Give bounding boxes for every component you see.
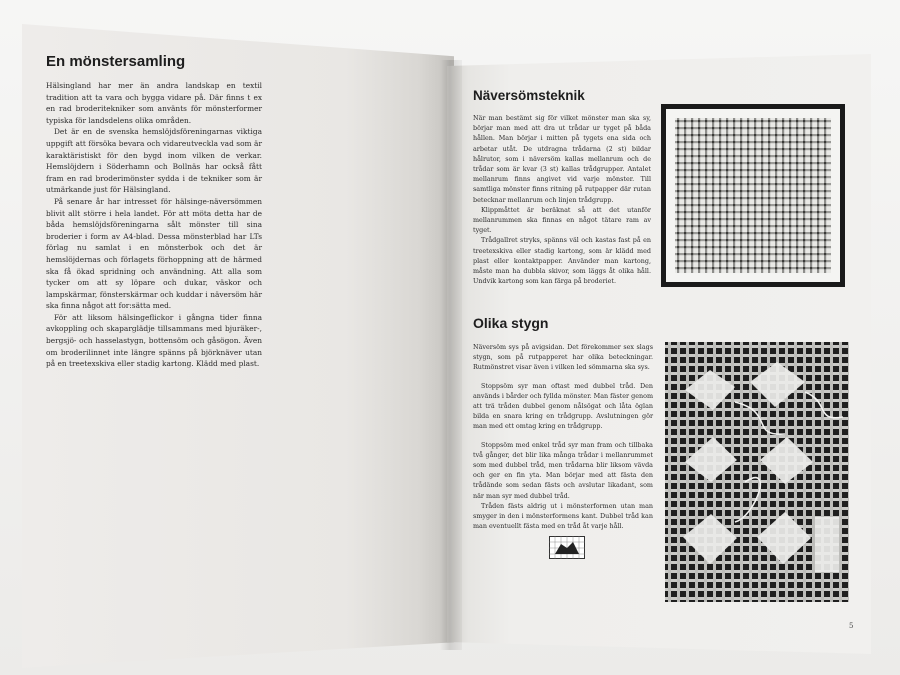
section-body-technique bbox=[473, 113, 651, 286]
paragraph: Det är en de svenska hemslöjdsföreningarnas viktiga uppgift att försöka bevara och vidareutveckla vad som är karaktäristiskt för den bygd inom vilken de verkar. Hemslöjdern i Söderhamn och Bollnäs har också fått fram en rad broderimönster sydda i de tekniker som är utmärkande just för Hälsingland. bbox=[46, 127, 262, 195]
left-page-body bbox=[46, 80, 262, 370]
paragraph: Stoppsöm syr man oftast med dubbel tråd. Den används i bårder och fyllda mönster. Man fäster genom att trä tråden dubbel genom nålsögat och låta öglan bilda en snara kring en trådgrupp. Avslutningen gör man med ett omtag kring en trådgrupp. bbox=[473, 381, 653, 431]
paragraph: När man bestämt sig för vilket mönster man ska sy, börjar man med att dra ut trådar ur tyget på båda hållen. Man börjar i mitten på tygets ena sida och arbetar utåt. De utdragna trådarna (2 st) bildar hålrutor, som i näversöm kallas mellanrum och de trådar som är kvar (3 st) kallas trådgrupper. Antalet mellanrum finns angivet vid varje mönster. Till samtliga mönster finns ritning på rutpapper där rutan betecknar mellanrum och linjen trådgrupp. bbox=[473, 114, 651, 204]
embroidery-stitches-photo bbox=[665, 342, 849, 602]
paragraph: Klippmåttet är beräknat så att det utanför mellanrummen ska finnas en något tätare ram av tyget. bbox=[473, 205, 651, 235]
paragraph: Hälsingland har mer än andra landskap en textil tradition att ta vara och bygga vidare på. Där finns t ex en rad broderitekniker som använts för mönsterformer typiska för landsdelens olika områden. bbox=[46, 81, 262, 125]
paragraph: För att liksom hälsingeflickor i gångna tider finna avkoppling och skaparglädje tillsammans med bjuräker-, bergsjö- och hasselastygn, bottensöm och gåsögon. Även om broderilinnet inte längre spänns på björknäver utan på en treetexskiva eller stadig kartong. Klädd med plast. bbox=[46, 312, 262, 369]
paragraph: Trådgallret stryks, spänns väl och kastas fast på en treetexskiva eller stadig kartong, som är klädd med plast eller kontaktpapper. Använder man kartong, måste man ha dubbla skivor, som läggs åt olika håll. Undvik kartong som kan färga på broderiet. bbox=[473, 236, 651, 286]
paragraph: Stoppsöm med enkel tråd syr man fram och tillbaka två gånger, det blir lika många trådar i mellanrummet som med dubbel tråd, men trådarna blir liksom vävda och ger en fin yta. Man börjar med att fästa den trådände som sedan fästs och avslutar likadant, som när man syr med dubbel tråd. bbox=[473, 440, 653, 500]
paragraph: Tråden fästs aldrig ut i mönsterformen utan man smyger in den i mönsterformens kant. Dubbel tråd kan man eventuellt fästa med en tråd åt varje håll. bbox=[473, 501, 653, 531]
paragraph: På senare år har intresset för hälsinge-näversömmen blivit allt större i hela landet. För att möta detta har de båda hemslöjdsföreningarna sålt mönster till sina broderier i form av A4-blad. Dessa mönsterblad har LTs förlag nu samlat i en mönsterbok och det är hemslöjdernas och förlagets förhoppning att de härmed ska få ökad spridning och användning. Att alla som tycker om att sy löpare och dukar, väskor och lampskärmar, fönsterskärmar och kuddar i näversöm här ska finna något att for:sätta med. bbox=[46, 196, 262, 311]
left-page-title: En mönstersamling bbox=[46, 53, 186, 70]
section-title-technique: Näversömsteknik bbox=[473, 88, 585, 103]
section-body-stitches bbox=[473, 342, 653, 531]
book-gutter bbox=[440, 60, 462, 650]
page-number: 5 bbox=[849, 622, 854, 630]
paragraph: Näversöm sys på avigsidan. Det förekommer sex slags stygn, som på rutpapperet har olika beteckningar. Rutmönstret visar även i vilken led sömmarna ska sys. bbox=[473, 343, 653, 372]
stitch-chart-icon bbox=[549, 536, 585, 559]
section-title-stitches: Olika stygn bbox=[473, 315, 549, 331]
fabric-grid-photo bbox=[661, 104, 845, 287]
